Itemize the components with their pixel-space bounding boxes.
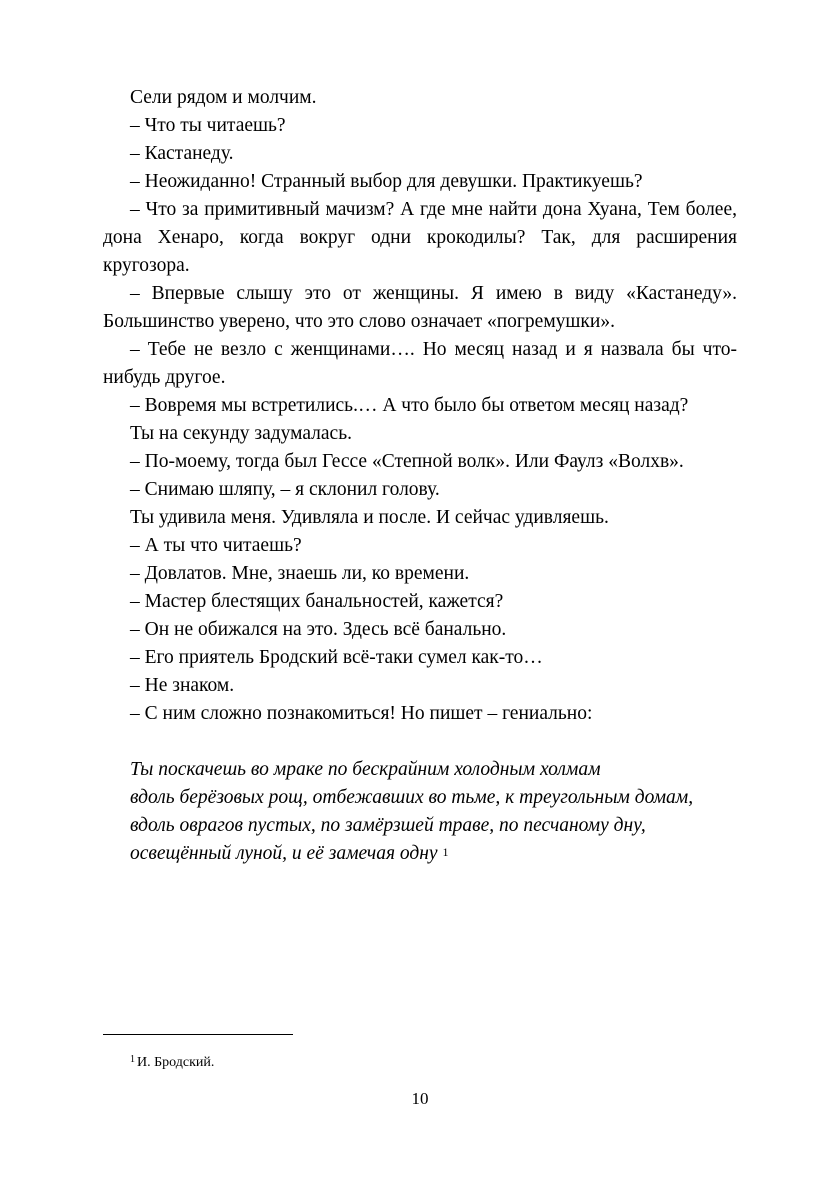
paragraph-18: – Не знаком. bbox=[130, 675, 235, 696]
paragraph-1: Сели рядом и молчим. bbox=[130, 87, 317, 108]
poem-line-4-text: освещённый луной, и её замечая одну bbox=[130, 843, 438, 864]
poem-line-1: Ты поскачешь во мраке по бескрайним холодным холмам bbox=[130, 759, 601, 780]
paragraph-16: – Он не обижался на это. Здесь всё банально. bbox=[130, 619, 507, 640]
footnote bbox=[130, 1053, 214, 1073]
poem-quote bbox=[103, 756, 737, 868]
paragraph-10: – По-моему, тогда был Гессе «Степной волк». Или Фаулз «Волхв». bbox=[130, 451, 684, 472]
stanza-gap bbox=[103, 728, 737, 756]
page-number: 10 bbox=[411, 1089, 429, 1108]
paragraph-5: – Что за примитивный мачизм? А где мне найти дона Хуана, Тем более, дона Хенаро, когда вокруг одни крокодилы? Так, для расширения кругозора. bbox=[103, 199, 737, 276]
paragraph-11: – Снимаю шляпу, – я склонил голову. bbox=[130, 479, 440, 500]
footnote-mark: 1 bbox=[130, 1054, 135, 1065]
paragraph-19: – С ним сложно познакомиться! Но пишет – гениально: bbox=[130, 703, 593, 724]
poem-line-3: вдоль оврагов пустых, по замёрзшей траве, по песчаному дну, bbox=[130, 815, 646, 836]
paragraph-15: – Мастер блестящих банальностей, кажется? bbox=[130, 591, 504, 612]
paragraph-9: Ты на секунду задумалась. bbox=[130, 423, 352, 444]
paragraph-2: – Что ты читаешь? bbox=[130, 115, 286, 136]
paragraph-13: – А ты что читаешь? bbox=[130, 535, 302, 556]
paragraph-4: – Неожиданно! Странный выбор для девушки. Практикуешь? bbox=[130, 171, 643, 192]
paragraph-8: – Вовремя мы встретились.… А что было бы ответом месяц назад? bbox=[130, 395, 689, 416]
footnote-separator bbox=[103, 1034, 293, 1035]
poem-line-4 bbox=[103, 840, 737, 868]
paragraph-7: – Тебе не везло с женщинами…. Но месяц назад и я назвала бы что-нибудь другое. bbox=[103, 339, 737, 388]
main-text bbox=[103, 84, 737, 868]
footnote-text: И. Бродский. bbox=[137, 1055, 215, 1070]
paragraph-14: – Довлатов. Мне, знаешь ли, ко времени. bbox=[130, 563, 470, 584]
poem-line-2: вдоль берёзовых рощ, отбежавших во тьме, к треугольным домам, bbox=[130, 787, 694, 808]
paragraph-12: Ты удивила меня. Удивляла и после. И сейчас удивляешь. bbox=[130, 507, 609, 528]
paragraph-6: – Впервые слышу это от женщины. Я имею в виду «Кастанеду». Большинство уверено, что это слово означает «погремушки». bbox=[103, 283, 737, 332]
paragraph-17: – Его приятель Бродский всё-таки сумел как-то… bbox=[130, 647, 543, 668]
paragraph-3: – Кастанеду. bbox=[130, 143, 234, 164]
footnote-reference[interactable]: 1 bbox=[442, 845, 449, 859]
